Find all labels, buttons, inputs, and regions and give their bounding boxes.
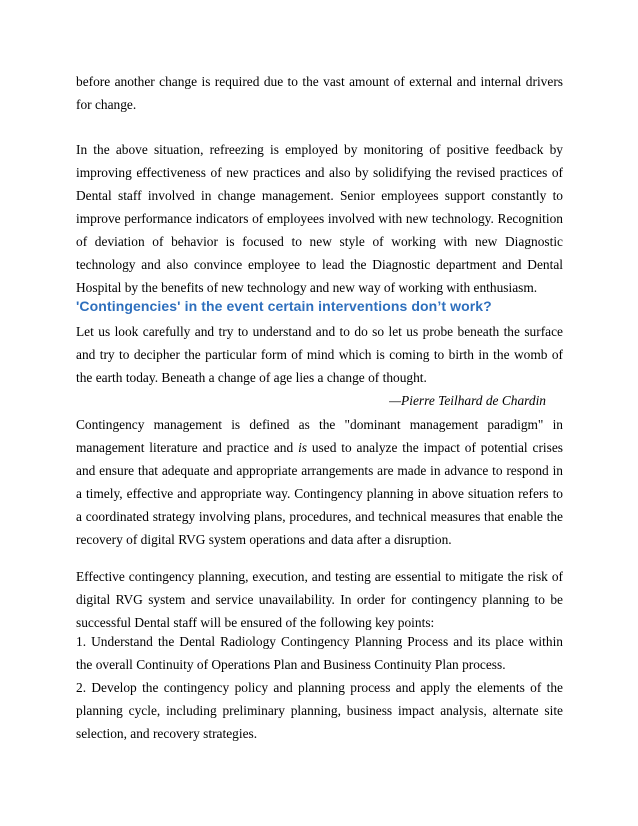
quote-attribution: —Pierre Teilhard de Chardin	[389, 393, 546, 408]
paragraph-contingency-end: used to analyze the impact of potential crises and ensure that adequate and appropriate arrangements are made in advance to respond in a timely, effective and appropriate way. Contingency planning in above situation refers to a coordinated strategy involving plans, procedures, and technical measures that enable the recovery of digital RVG system operations and data after a disruption.	[76, 440, 563, 547]
emphasis-is: is	[298, 440, 307, 455]
paragraph-contingency-management	[76, 413, 563, 551]
paragraph-effective-planning: Effective contingency planning, execution, and testing are essential to mitigate the risk of digital RVG system and service unavailability. In order for contingency planning to be successful Dental staff will be ensured of the following key points:	[76, 569, 563, 630]
list-item-1: 1. Understand the Dental Radiology Contingency Planning Process and its place within the overall Continuity of Operations Plan and Business Continuity Plan process.	[76, 634, 563, 672]
section-heading-contingencies: 'Contingencies' in the event certain interventions don’t work?	[76, 298, 492, 314]
paragraph-contingency-start: Contingency management is defined as the "dominant management paradigm" in management literature and practice and	[76, 417, 563, 455]
list-item-2: 2. Develop the contingency policy and planning process and apply the elements of the planning cycle, including preliminary planning, business impact analysis, alternate site selection, and recovery strategies.	[76, 680, 563, 741]
paragraph-refreezing: In the above situation, refreezing is employed by monitoring of positive feedback by improving effectiveness of new practices and also by solidifying the revised practices of Dental staff involved in change management. Senior employees support constantly to improve performance indicators of employees involved with new technology. Recognition of deviation of behavior is focused to new style of working with new Diagnostic technology and also convince employee to lead the Diagnostic department and Dental Hospital by the benefits of new technology and new way of working with enthusiasm.	[76, 142, 563, 295]
paragraph-change-drivers: before another change is required due to the vast amount of external and internal drivers for change.	[76, 74, 563, 112]
quote-text: Let us look carefully and try to understand and to do so let us probe beneath the surface and try to decipher the particular form of mind which is coming to birth in the womb of the earth today. Beneath a change of age lies a change of thought.	[76, 324, 563, 385]
